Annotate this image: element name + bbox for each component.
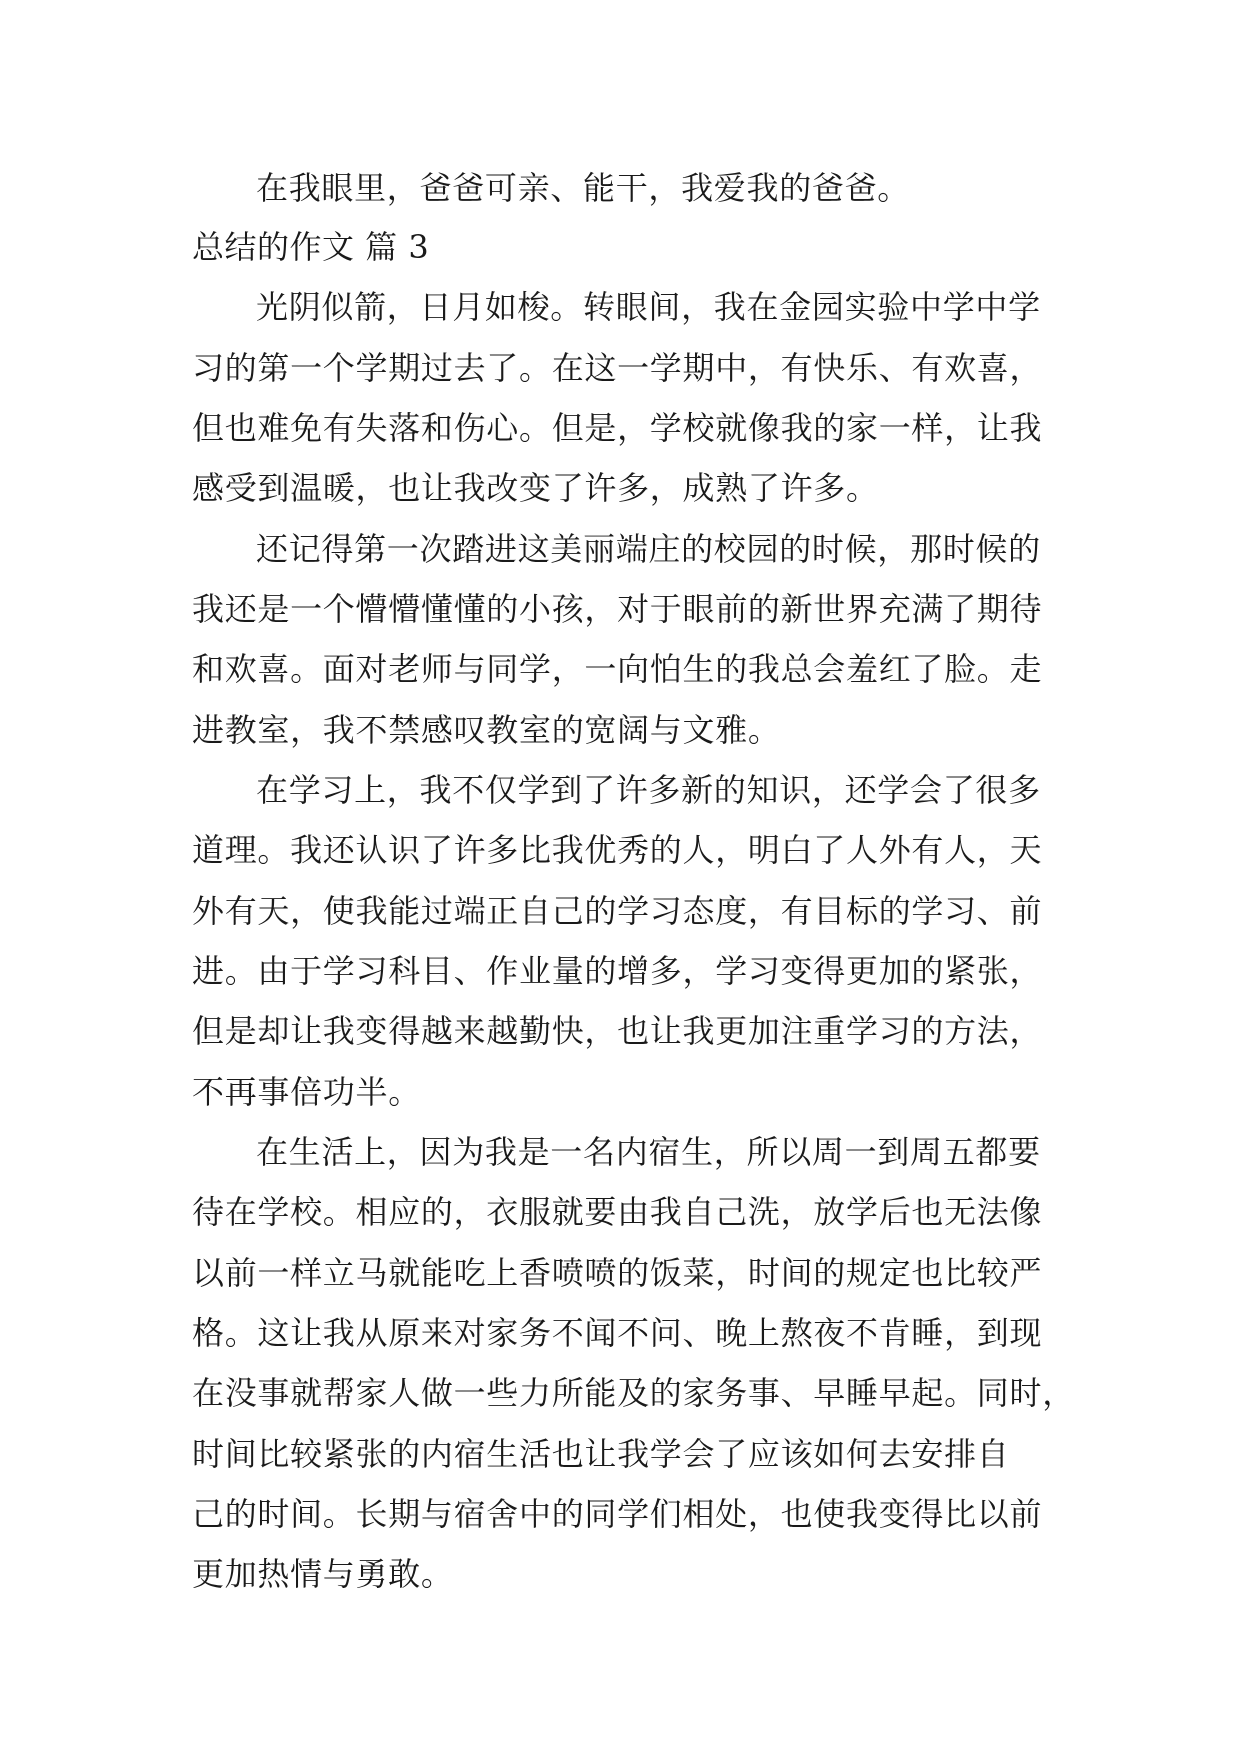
text-line: 在生活上，因为我是一名内宿生，所以周一到周五都要: [256, 1133, 1041, 1171]
text-line: 格。这让我从原来对家务不闻不问、晚上熬夜不肯睡，到现: [192, 1314, 1043, 1352]
text-line: 道理。我还认识了许多比我优秀的人，明白了人外有人，天: [192, 831, 1043, 869]
text-line: 感受到温暖，也让我改变了许多，成熟了许多。: [192, 469, 879, 507]
text-line: 时间比较紧张的内宿生活也让我学会了应该如何去安排自: [192, 1435, 1010, 1473]
text-line: 外有天，使我能过端正自己的学习态度，有目标的学习、前: [192, 892, 1043, 930]
text-line: 更加热情与勇敢。: [192, 1555, 454, 1593]
text-line: 和欢喜。面对老师与同学，一向怕生的我总会羞红了脸。走: [192, 650, 1043, 688]
text-line: 光阴似箭，日月如梭。转眼间，我在金园实验中学中学: [256, 288, 1041, 326]
text-line: 但也难免有失落和伤心。但是，学校就像我的家一样，让我: [192, 409, 1043, 447]
text-line: 进教室，我不禁感叹教室的宽阔与文雅。: [192, 711, 781, 749]
text-line: 在我眼里，爸爸可亲、能干，我爱我的爸爸。: [256, 169, 911, 207]
text-line: 己的时间。长期与宿舍中的同学们相处，也使我变得比以前: [192, 1495, 1043, 1533]
text-line: 我还是一个懵懵懂懂的小孩，对于眼前的新世界充满了期待: [192, 590, 1043, 628]
text-line: 在没事就帮家人做一些力所能及的家务事、早睡早起。同时，: [192, 1374, 1075, 1412]
section-heading: 总结的作文 篇 3: [192, 228, 430, 266]
text-line: 但是却让我变得越来越勤快，也让我更加注重学习的方法，: [192, 1012, 1043, 1050]
text-line: 还记得第一次踏进这美丽端庄的校园的时候，那时候的: [256, 530, 1041, 568]
text-line: 习的第一个学期过去了。在这一学期中，有快乐、有欢喜，: [192, 349, 1043, 387]
text-line: 待在学校。相应的，衣服就要由我自己洗，放学后也无法像: [192, 1193, 1043, 1231]
text-line: 进。由于学习科目、作业量的增多，学习变得更加的紧张，: [192, 952, 1043, 990]
text-line: 不再事倍功半。: [192, 1073, 421, 1111]
text-line: 在学习上，我不仅学到了许多新的知识，还学会了很多: [256, 771, 1041, 809]
text-line: 以前一样立马就能吃上香喷喷的饭菜，时间的规定也比较严: [192, 1254, 1043, 1292]
